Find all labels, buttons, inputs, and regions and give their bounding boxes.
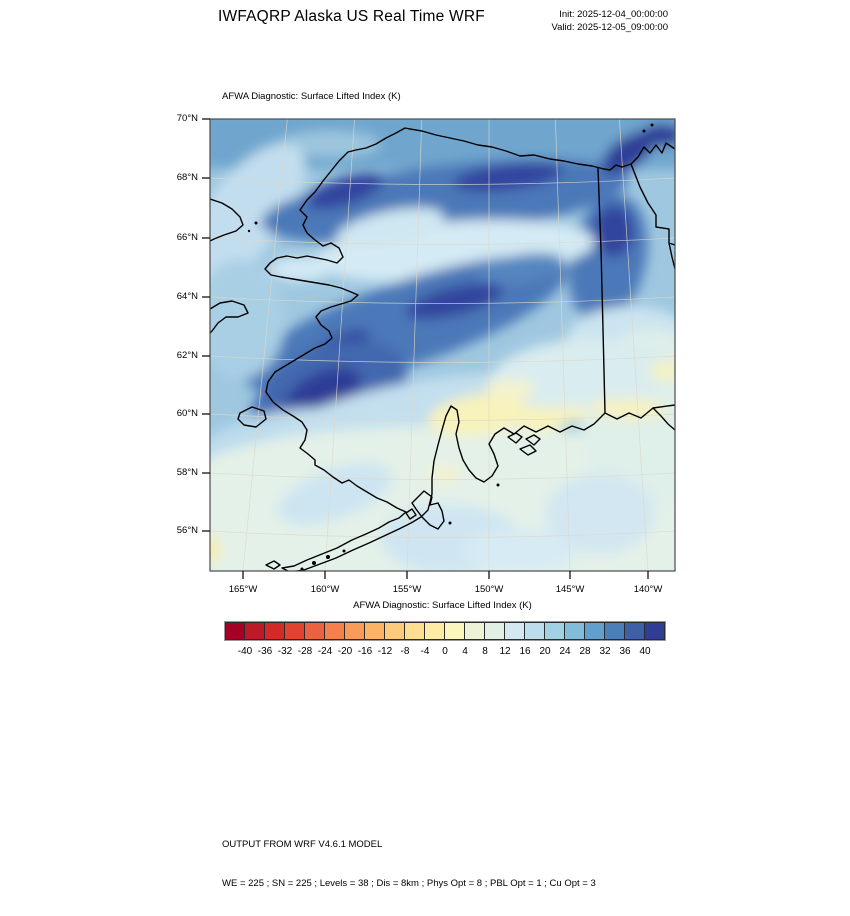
lon-tick-label: 165°W (228, 584, 258, 595)
colorbar-tick-label: -28 (297, 646, 313, 657)
plot-subtitle: AFWA Diagnostic: Surface Lifted Index (K) (222, 91, 401, 102)
colorbar-tick-label: 32 (599, 646, 611, 657)
lon-tick-label: 150°W (474, 584, 504, 595)
colorbar-cell (545, 622, 565, 640)
colorbar-cell (505, 622, 525, 640)
colorbar-tick-label: 8 (482, 646, 488, 657)
colorbar-tick-label: 36 (619, 646, 631, 657)
colorbar (225, 622, 665, 640)
colorbar-title: AFWA Diagnostic: Surface Lifted Index (K) (353, 600, 532, 611)
colorbar-tick-label: -4 (420, 646, 430, 657)
colorbar-tick-label: -40 (237, 646, 253, 657)
colorbar-tick-label: -8 (400, 646, 410, 657)
colorbar-cell (325, 622, 345, 640)
colorbar-cell (305, 622, 325, 640)
colorbar-cell (425, 622, 445, 640)
colorbar-cell (465, 622, 485, 640)
lifted-index-map (210, 119, 675, 571)
lon-tick-label: 160°W (310, 584, 340, 595)
colorbar-tick-label: -20 (337, 646, 353, 657)
colorbar-cell (265, 622, 285, 640)
colorbar-cell (245, 622, 265, 640)
colorbar-cell (225, 622, 245, 640)
colorbar-cell (565, 622, 585, 640)
colorbar-cell (365, 622, 385, 640)
model-times (551, 8, 668, 34)
lon-tick-label: 145°W (555, 584, 585, 595)
lat-tick-label: 68°N (176, 172, 198, 183)
colorbar-cell (585, 622, 605, 640)
colorbar-cell (485, 622, 505, 640)
model-config-footer (222, 812, 596, 916)
colorbar-tick-label: -12 (377, 646, 393, 657)
colorbar-cell (405, 622, 425, 640)
footer-line1: OUTPUT FROM WRF V4.6.1 MODEL (222, 839, 383, 850)
colorbar-tick-label: 20 (539, 646, 551, 657)
valid-time: Valid: 2025-12-05_09:00:00 (551, 22, 668, 33)
colorbar-cell (645, 622, 665, 640)
lat-tick-label: 60°N (176, 408, 198, 419)
filled-contours (163, 109, 720, 581)
footer-line2: WE = 225 ; SN = 225 ; Levels = 38 ; Dis = 8km ; Phys Opt = 8 ; PBL Opt = 1 ; Cu Opt = 3 (222, 878, 596, 889)
lon-tick-label: 140°W (633, 584, 663, 595)
colorbar-tick-label: 16 (519, 646, 531, 657)
lat-tick-label: 64°N (176, 291, 198, 302)
colorbar-tick-label: 24 (559, 646, 571, 657)
colorbar-cell (625, 622, 645, 640)
colorbar-cell (285, 622, 305, 640)
colorbar-cell (345, 622, 365, 640)
lon-tick-label: 155°W (392, 584, 422, 595)
colorbar-tick-label: 0 (442, 646, 448, 657)
colorbar-cell (605, 622, 625, 640)
colorbar-cell (385, 622, 405, 640)
lat-tick-label: 56°N (176, 525, 198, 536)
map-panel (210, 119, 675, 571)
colorbar-tick-label: 28 (579, 646, 591, 657)
colorbar-tick-label: 40 (639, 646, 651, 657)
colorbar-tick-label: 4 (462, 646, 468, 657)
init-time: Init: 2025-12-04_00:00:00 (559, 9, 668, 20)
colorbar-tick-label: -16 (357, 646, 373, 657)
colorbar-tick-label: 12 (499, 646, 511, 657)
page-title: IWFAQRP Alaska US Real Time WRF (218, 8, 485, 25)
colorbar-cell (525, 622, 545, 640)
lat-tick-label: 66°N (176, 232, 198, 243)
lat-tick-label: 62°N (176, 350, 198, 361)
colorbar-tick-label: -32 (277, 646, 293, 657)
lat-tick-label: 70°N (176, 113, 198, 124)
colorbar-tick-label: -24 (317, 646, 333, 657)
lat-tick-label: 58°N (176, 467, 198, 478)
colorbar-tick-label: -36 (257, 646, 273, 657)
colorbar-cell (445, 622, 465, 640)
